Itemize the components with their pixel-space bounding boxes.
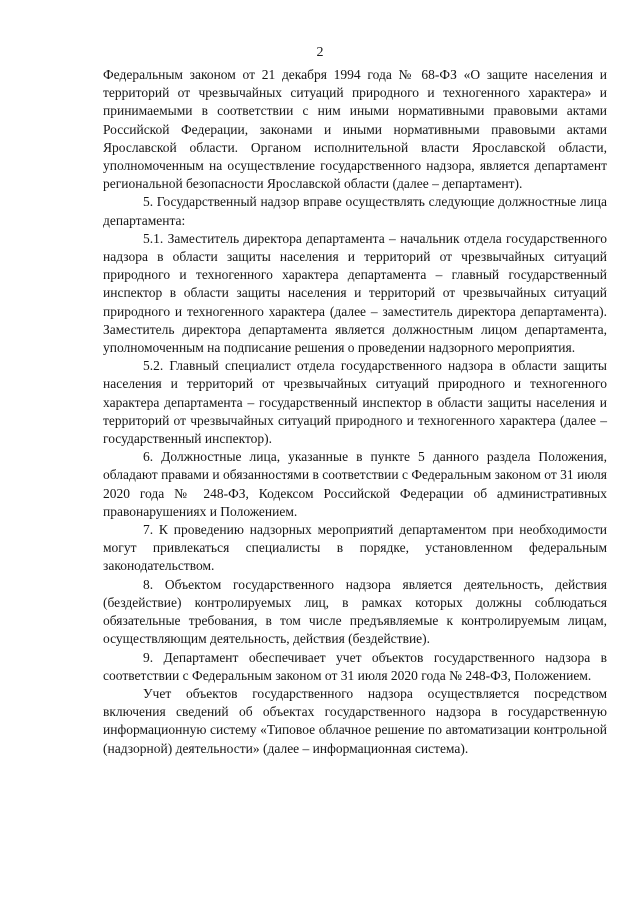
page-number: 2 <box>316 45 324 60</box>
paragraph-registry: Учет объектов государственного надзора осуществляется посредством включения сведений об объектах государственного надзора в государственную информационную систему «Типовое облачное решение по автоматизации контрольной (надзорной) деятельности» (далее – информационная система). <box>103 685 607 756</box>
paragraph-continuation: Федеральным законом от 21 декабря 1994 года № 68-ФЗ «О защите населения и территорий от чрезвычайных ситуаций природного и техногенного характера» и принимаемыми в соответствии с ним иными нормативными правовыми актами Российской Федерации, законами и иными нормативными правовыми актами Ярославской области. Органом исполнительной власти Ярославской области, уполномоченным на осуществление государственного надзора, является департамент региональной безопасности Ярославской области (далее – департамент). <box>103 67 607 192</box>
paragraph-item-5-1: 5.1. Заместитель директора департамента – начальник отдела государственного надзора в области защиты населения и территорий от чрезвычайных ситуаций природного и техногенного характера департамента – главный государственный инспектор в области защиты населения и территорий от чрезвычайных ситуаций природного и техногенного характера (далее – заместитель директора департамента). Заместитель директора департамента является должностным лицом департамента, уполномоченным на подписание решения о проведении надзорного мероприятия. <box>103 230 607 356</box>
paragraph-item-8: 8. Объектом государственного надзора является деятельность, действия (бездействие) контролируемых лиц, в рамках которых должны соблюдаться обязательные требования, в том числе предъявляемые к контролируемым лицам, осуществляющим деятельность, действия (бездействие). <box>103 576 607 647</box>
paragraph-item-9: 9. Департамент обеспечивает учет объектов государственного надзора в соответствии с Федеральным законом от 31 июля 2020 года № 248-ФЗ, Положением. <box>103 649 607 683</box>
document-body <box>103 66 607 758</box>
paragraph-item-5-2: 5.2. Главный специалист отдела государственного надзора в области защиты населения и территорий от чрезвычайных ситуаций природного и техногенного характера департамента – государственный инспектор в области защиты населения и территорий от чрезвычайных ситуаций природного и техногенного характера (далее – государственный инспектор). <box>103 358 607 447</box>
paragraph-item-7: 7. К проведению надзорных мероприятий департаментом при необходимости могут привлекаться специалисты в порядке, установленном федеральным законодательством. <box>103 522 607 574</box>
paragraph-item-6: 6. Должностные лица, указанные в пункте 5 данного раздела Положения, обладают правами и обязанностями в соответствии с Федеральным законом от 31 июля 2020 года № 248-ФЗ, Кодексом Российской Федерации об административных правонарушениях и Положением. <box>103 449 607 519</box>
paragraph-item-5: 5. Государственный надзор вправе осуществлять следующие должностные лица департамента: <box>103 194 607 228</box>
